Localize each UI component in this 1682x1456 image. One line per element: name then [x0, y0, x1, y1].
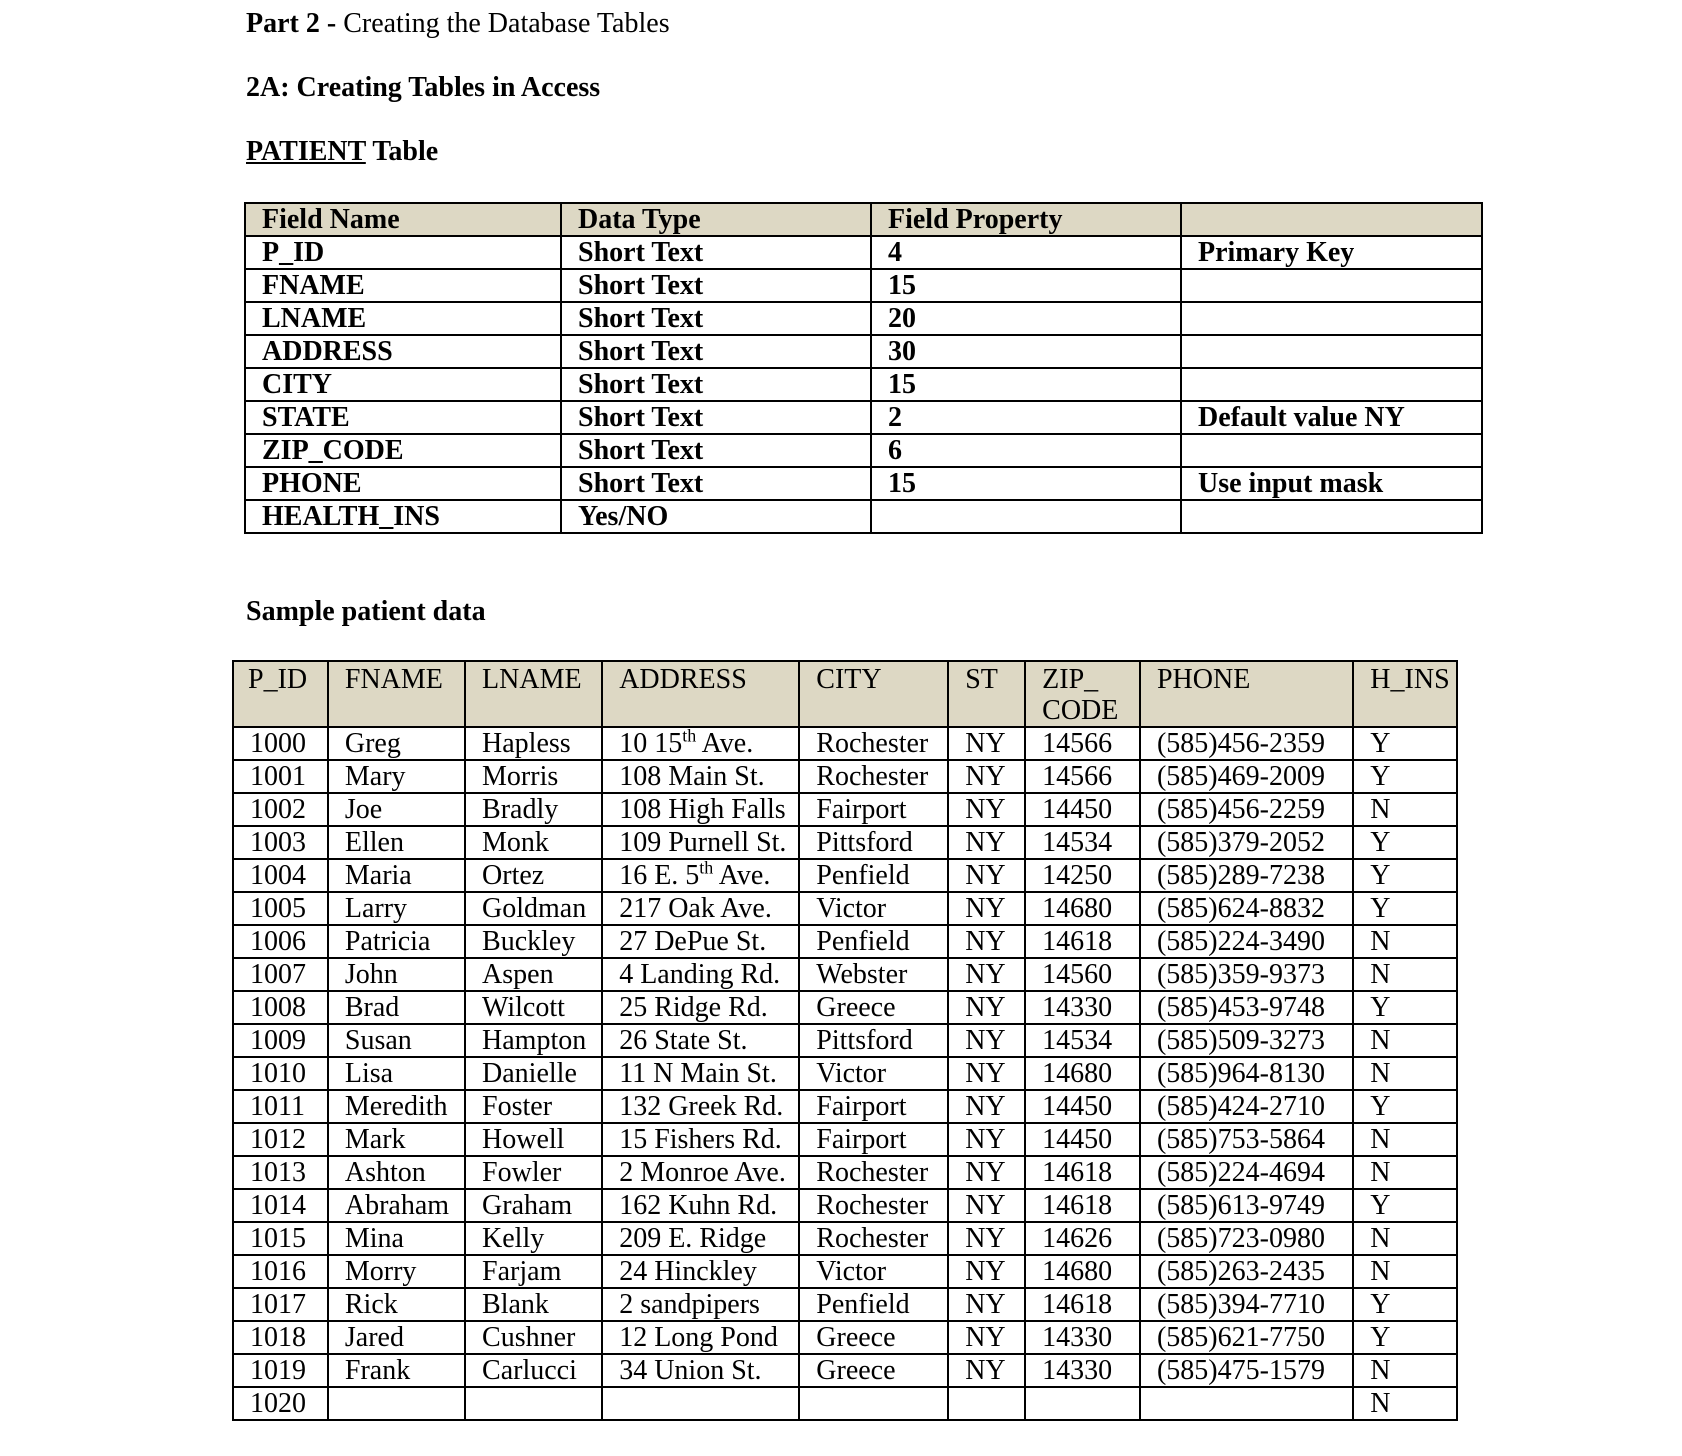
fname-cell: Rick	[328, 1288, 465, 1321]
header-p-id: P_ID	[233, 661, 328, 727]
fname-cell: Ellen	[328, 826, 465, 859]
city-cell: Greece	[799, 1354, 948, 1387]
st-cell: NY	[948, 1024, 1025, 1057]
p-id-cell: 1004	[233, 859, 328, 892]
phone-cell: (585)964-8130	[1140, 1057, 1353, 1090]
h-ins-cell: Y	[1353, 991, 1457, 1024]
st-cell	[948, 1387, 1025, 1420]
data-type-cell: Short Text	[561, 335, 871, 368]
field-property-cell: 2	[871, 401, 1181, 434]
p-id-cell: 1005	[233, 892, 328, 925]
city-cell: Rochester	[799, 1189, 948, 1222]
phone-cell: (585)475-1579	[1140, 1354, 1353, 1387]
st-cell: NY	[948, 727, 1025, 760]
fname-cell: Ashton	[328, 1156, 465, 1189]
field-name-cell: ZIP_CODE	[245, 434, 561, 467]
lname-cell: Buckley	[465, 925, 602, 958]
address-cell: 34 Union St.	[602, 1354, 799, 1387]
field-property-cell: 15	[871, 467, 1181, 500]
sample-table-row	[233, 1255, 1457, 1288]
header-address: ADDRESS	[602, 661, 799, 727]
fname-cell: Greg	[328, 727, 465, 760]
fname-cell: Morry	[328, 1255, 465, 1288]
st-cell: NY	[948, 892, 1025, 925]
city-cell: Fairport	[799, 1123, 948, 1156]
zip-code-cell: 14330	[1025, 991, 1140, 1024]
lname-cell: Fowler	[465, 1156, 602, 1189]
p-id-cell: 1012	[233, 1123, 328, 1156]
p-id-cell: 1006	[233, 925, 328, 958]
header-lname: LNAME	[465, 661, 602, 727]
address-cell: 209 E. Ridge	[602, 1222, 799, 1255]
phone-cell: (585)456-2359	[1140, 727, 1353, 760]
phone-cell: (585)456-2259	[1140, 793, 1353, 826]
zip-code-cell: 14680	[1025, 1057, 1140, 1090]
field-table-row	[245, 236, 1482, 269]
field-table-row	[245, 401, 1482, 434]
p-id-cell: 1019	[233, 1354, 328, 1387]
p-id-cell: 1016	[233, 1255, 328, 1288]
st-cell: NY	[948, 1189, 1025, 1222]
p-id-cell: 1017	[233, 1288, 328, 1321]
data-type-cell: Short Text	[561, 269, 871, 302]
city-cell: Pittsford	[799, 1024, 948, 1057]
data-type-cell: Short Text	[561, 236, 871, 269]
phone-cell: (585)753-5864	[1140, 1123, 1353, 1156]
city-cell: Penfield	[799, 1288, 948, 1321]
h-ins-cell: N	[1353, 793, 1457, 826]
fname-cell: Patricia	[328, 925, 465, 958]
city-cell: Penfield	[799, 859, 948, 892]
address-cell: 24 Hinckley	[602, 1255, 799, 1288]
address-cell: 108 High Falls	[602, 793, 799, 826]
field-name-cell: CITY	[245, 368, 561, 401]
field-table-row	[245, 302, 1482, 335]
st-cell: NY	[948, 1090, 1025, 1123]
st-cell: NY	[948, 1222, 1025, 1255]
city-cell: Fairport	[799, 1090, 948, 1123]
field-table-header-row	[245, 203, 1482, 236]
data-type-cell: Short Text	[561, 401, 871, 434]
field-note-cell	[1181, 368, 1482, 401]
phone-cell: (585)263-2435	[1140, 1255, 1353, 1288]
city-cell: Rochester	[799, 1222, 948, 1255]
fname-cell	[328, 1387, 465, 1420]
fname-cell: Lisa	[328, 1057, 465, 1090]
st-cell: NY	[948, 1057, 1025, 1090]
header-fname: FNAME	[328, 661, 465, 727]
h-ins-cell: N	[1353, 1156, 1457, 1189]
field-name-cell: ADDRESS	[245, 335, 561, 368]
field-property-cell: 20	[871, 302, 1181, 335]
city-cell: Penfield	[799, 925, 948, 958]
sample-table-row	[233, 958, 1457, 991]
field-table-row	[245, 500, 1482, 533]
zip-code-cell: 14560	[1025, 958, 1140, 991]
lname-cell	[465, 1387, 602, 1420]
part-heading	[246, 8, 670, 40]
lname-cell: Farjam	[465, 1255, 602, 1288]
fname-cell: Larry	[328, 892, 465, 925]
fname-cell: Mary	[328, 760, 465, 793]
h-ins-cell: Y	[1353, 859, 1457, 892]
sample-patient-table	[232, 660, 1458, 1421]
h-ins-cell: Y	[1353, 1288, 1457, 1321]
sample-table-row	[233, 859, 1457, 892]
section-heading: 2A: Creating Tables in Access	[246, 72, 601, 103]
field-property-cell: 30	[871, 335, 1181, 368]
data-type-cell: Short Text	[561, 467, 871, 500]
st-cell: NY	[948, 1321, 1025, 1354]
city-cell: Webster	[799, 958, 948, 991]
p-id-cell: 1014	[233, 1189, 328, 1222]
fname-cell: Mark	[328, 1123, 465, 1156]
phone-cell: (585)394-7710	[1140, 1288, 1353, 1321]
zip-code-cell	[1025, 1387, 1140, 1420]
h-ins-cell: Y	[1353, 826, 1457, 859]
zip-code-cell: 14618	[1025, 925, 1140, 958]
sample-table-row	[233, 1189, 1457, 1222]
address-cell: 2 Monroe Ave.	[602, 1156, 799, 1189]
p-id-cell: 1001	[233, 760, 328, 793]
address-cell: 4 Landing Rd.	[602, 958, 799, 991]
zip-code-cell: 14534	[1025, 826, 1140, 859]
h-ins-cell: N	[1353, 1255, 1457, 1288]
field-property-cell: 6	[871, 434, 1181, 467]
address-cell: 27 DePue St.	[602, 925, 799, 958]
st-cell: NY	[948, 1354, 1025, 1387]
lname-cell: Hapless	[465, 727, 602, 760]
city-cell: Pittsford	[799, 826, 948, 859]
address-cell: 109 Purnell St.	[602, 826, 799, 859]
address-cell: 26 State St.	[602, 1024, 799, 1057]
sample-table-header-row	[233, 661, 1457, 727]
zip-code-cell: 14618	[1025, 1288, 1140, 1321]
field-name-cell: P_ID	[245, 236, 561, 269]
fname-cell: Frank	[328, 1354, 465, 1387]
p-id-cell: 1010	[233, 1057, 328, 1090]
sample-table-row	[233, 1057, 1457, 1090]
p-id-cell: 1020	[233, 1387, 328, 1420]
field-note-cell	[1181, 500, 1482, 533]
city-cell: Rochester	[799, 760, 948, 793]
field-note-cell	[1181, 269, 1482, 302]
field-name-cell: STATE	[245, 401, 561, 434]
p-id-cell: 1002	[233, 793, 328, 826]
zip-code-cell: 14566	[1025, 727, 1140, 760]
header-zip-code: ZIP_ CODE	[1025, 661, 1140, 727]
city-cell: Fairport	[799, 793, 948, 826]
address-cell: 15 Fishers Rd.	[602, 1123, 799, 1156]
field-name-cell: PHONE	[245, 467, 561, 500]
lname-cell: Morris	[465, 760, 602, 793]
address-cell: 12 Long Pond	[602, 1321, 799, 1354]
lname-cell: Ortez	[465, 859, 602, 892]
fname-cell: Abraham	[328, 1189, 465, 1222]
sample-table-row	[233, 991, 1457, 1024]
city-cell: Rochester	[799, 1156, 948, 1189]
st-cell: NY	[948, 958, 1025, 991]
h-ins-cell: Y	[1353, 727, 1457, 760]
data-type-cell: Short Text	[561, 368, 871, 401]
field-definition-table	[244, 202, 1483, 534]
zip-code-cell: 14618	[1025, 1156, 1140, 1189]
field-table-row	[245, 269, 1482, 302]
st-cell: NY	[948, 991, 1025, 1024]
h-ins-cell: Y	[1353, 892, 1457, 925]
lname-cell: Bradly	[465, 793, 602, 826]
sample-table-row	[233, 793, 1457, 826]
lname-cell: Wilcott	[465, 991, 602, 1024]
lname-cell: Carlucci	[465, 1354, 602, 1387]
field-note-cell	[1181, 434, 1482, 467]
field-name-cell: FNAME	[245, 269, 561, 302]
phone-cell: (585)359-9373	[1140, 958, 1353, 991]
zip-code-cell: 14618	[1025, 1189, 1140, 1222]
data-type-cell: Short Text	[561, 434, 871, 467]
phone-cell: (585)624-8832	[1140, 892, 1353, 925]
city-cell: Rochester	[799, 727, 948, 760]
sample-table-row	[233, 1222, 1457, 1255]
p-id-cell: 1000	[233, 727, 328, 760]
address-cell: 162 Kuhn Rd.	[602, 1189, 799, 1222]
city-cell: Greece	[799, 1321, 948, 1354]
city-cell: Victor	[799, 1057, 948, 1090]
address-cell: 11 N Main St.	[602, 1057, 799, 1090]
field-note-cell	[1181, 335, 1482, 368]
address-cell: 10 15th Ave.	[602, 727, 799, 760]
lname-cell: Foster	[465, 1090, 602, 1123]
header-city: CITY	[799, 661, 948, 727]
fname-cell: Mina	[328, 1222, 465, 1255]
phone-cell: (585)613-9749	[1140, 1189, 1353, 1222]
h-ins-cell: N	[1353, 1024, 1457, 1057]
zip-code-cell: 14330	[1025, 1354, 1140, 1387]
st-cell: NY	[948, 760, 1025, 793]
address-cell: 16 E. 5th Ave.	[602, 859, 799, 892]
lname-cell: Howell	[465, 1123, 602, 1156]
fname-cell: Susan	[328, 1024, 465, 1057]
field-note-cell: Use input mask	[1181, 467, 1482, 500]
st-cell: NY	[948, 826, 1025, 859]
phone-cell: (585)289-7238	[1140, 859, 1353, 892]
field-table-row	[245, 467, 1482, 500]
city-cell	[799, 1387, 948, 1420]
table-heading	[246, 136, 438, 168]
zip-code-cell: 14680	[1025, 1255, 1140, 1288]
field-table-row	[245, 368, 1482, 401]
city-cell: Greece	[799, 991, 948, 1024]
zip-code-cell: 14450	[1025, 1123, 1140, 1156]
phone-cell: (585)509-3273	[1140, 1024, 1353, 1057]
lname-cell: Blank	[465, 1288, 602, 1321]
p-id-cell: 1007	[233, 958, 328, 991]
zip-code-cell: 14450	[1025, 1090, 1140, 1123]
lname-cell: Aspen	[465, 958, 602, 991]
part-heading-bold: Part 2 -	[246, 8, 337, 39]
st-cell: NY	[948, 1123, 1025, 1156]
sample-table-row	[233, 1090, 1457, 1123]
zip-code-cell: 14566	[1025, 760, 1140, 793]
lname-cell: Hampton	[465, 1024, 602, 1057]
field-note-cell	[1181, 302, 1482, 335]
fname-cell: John	[328, 958, 465, 991]
lname-cell: Monk	[465, 826, 602, 859]
field-note-cell: Default value NY	[1181, 401, 1482, 434]
h-ins-cell: N	[1353, 1123, 1457, 1156]
p-id-cell: 1009	[233, 1024, 328, 1057]
address-cell	[602, 1387, 799, 1420]
sample-table-row	[233, 727, 1457, 760]
field-table-row	[245, 335, 1482, 368]
phone-cell: (585)224-4694	[1140, 1156, 1353, 1189]
fname-cell: Joe	[328, 793, 465, 826]
city-cell: Victor	[799, 1255, 948, 1288]
header-h-ins: H_INS	[1353, 661, 1457, 727]
sample-table-row	[233, 1024, 1457, 1057]
lname-cell: Danielle	[465, 1057, 602, 1090]
phone-cell: (585)723-0980	[1140, 1222, 1353, 1255]
zip-code-cell: 14680	[1025, 892, 1140, 925]
address-cell: 108 Main St.	[602, 760, 799, 793]
part-heading-text: Creating the Database Tables	[343, 8, 670, 39]
p-id-cell: 1011	[233, 1090, 328, 1123]
h-ins-cell: N	[1353, 925, 1457, 958]
field-table-row	[245, 434, 1482, 467]
st-cell: NY	[948, 1288, 1025, 1321]
table-heading-word: Table	[372, 136, 439, 167]
sample-table-row	[233, 925, 1457, 958]
sample-table-row	[233, 1156, 1457, 1189]
sample-table-row	[233, 826, 1457, 859]
h-ins-cell: N	[1353, 1057, 1457, 1090]
zip-code-cell: 14534	[1025, 1024, 1140, 1057]
h-ins-cell: N	[1353, 958, 1457, 991]
st-cell: NY	[948, 1255, 1025, 1288]
field-note-cell: Primary Key	[1181, 236, 1482, 269]
zip-code-cell: 14250	[1025, 859, 1140, 892]
h-ins-cell: Y	[1353, 1090, 1457, 1123]
header-st: ST	[948, 661, 1025, 727]
sample-table-row	[233, 1387, 1457, 1420]
fname-cell: Maria	[328, 859, 465, 892]
p-id-cell: 1018	[233, 1321, 328, 1354]
p-id-cell: 1015	[233, 1222, 328, 1255]
fname-cell: Meredith	[328, 1090, 465, 1123]
st-cell: NY	[948, 925, 1025, 958]
data-type-cell: Short Text	[561, 302, 871, 335]
phone-cell: (585)379-2052	[1140, 826, 1353, 859]
h-ins-cell: Y	[1353, 1189, 1457, 1222]
field-property-cell: 15	[871, 368, 1181, 401]
phone-cell: (585)224-3490	[1140, 925, 1353, 958]
phone-cell: (585)424-2710	[1140, 1090, 1353, 1123]
sample-table-row	[233, 892, 1457, 925]
st-cell: NY	[948, 793, 1025, 826]
h-ins-cell: N	[1353, 1354, 1457, 1387]
field-name-cell: LNAME	[245, 302, 561, 335]
phone-cell: (585)469-2009	[1140, 760, 1353, 793]
header-field-name: Field Name	[245, 203, 561, 236]
h-ins-cell: N	[1353, 1387, 1457, 1420]
p-id-cell: 1008	[233, 991, 328, 1024]
table-heading-name: PATIENT	[246, 136, 366, 167]
sample-table-row	[233, 1321, 1457, 1354]
header-notes	[1181, 203, 1482, 236]
field-property-cell: 15	[871, 269, 1181, 302]
city-cell: Victor	[799, 892, 948, 925]
p-id-cell: 1013	[233, 1156, 328, 1189]
fname-cell: Jared	[328, 1321, 465, 1354]
address-cell: 2 sandpipers	[602, 1288, 799, 1321]
sample-table-row	[233, 760, 1457, 793]
phone-cell: (585)621-7750	[1140, 1321, 1353, 1354]
lname-cell: Cushner	[465, 1321, 602, 1354]
h-ins-cell: Y	[1353, 760, 1457, 793]
header-field-property: Field Property	[871, 203, 1181, 236]
field-name-cell: HEALTH_INS	[245, 500, 561, 533]
header-phone: PHONE	[1140, 661, 1353, 727]
sample-table-row	[233, 1123, 1457, 1156]
zip-code-cell: 14626	[1025, 1222, 1140, 1255]
header-data-type: Data Type	[561, 203, 871, 236]
fname-cell: Brad	[328, 991, 465, 1024]
st-cell: NY	[948, 1156, 1025, 1189]
address-cell: 25 Ridge Rd.	[602, 991, 799, 1024]
phone-cell: (585)453-9748	[1140, 991, 1353, 1024]
lname-cell: Graham	[465, 1189, 602, 1222]
lname-cell: Goldman	[465, 892, 602, 925]
data-type-cell: Yes/NO	[561, 500, 871, 533]
lname-cell: Kelly	[465, 1222, 602, 1255]
st-cell: NY	[948, 859, 1025, 892]
h-ins-cell: N	[1353, 1222, 1457, 1255]
address-cell: 132 Greek Rd.	[602, 1090, 799, 1123]
field-property-cell: 4	[871, 236, 1181, 269]
p-id-cell: 1003	[233, 826, 328, 859]
address-cell: 217 Oak Ave.	[602, 892, 799, 925]
field-property-cell	[871, 500, 1181, 533]
zip-code-cell: 14450	[1025, 793, 1140, 826]
zip-code-cell: 14330	[1025, 1321, 1140, 1354]
h-ins-cell: Y	[1353, 1321, 1457, 1354]
sample-table-row	[233, 1288, 1457, 1321]
phone-cell	[1140, 1387, 1353, 1420]
sample-heading: Sample patient data	[246, 596, 486, 627]
sample-table-row	[233, 1354, 1457, 1387]
